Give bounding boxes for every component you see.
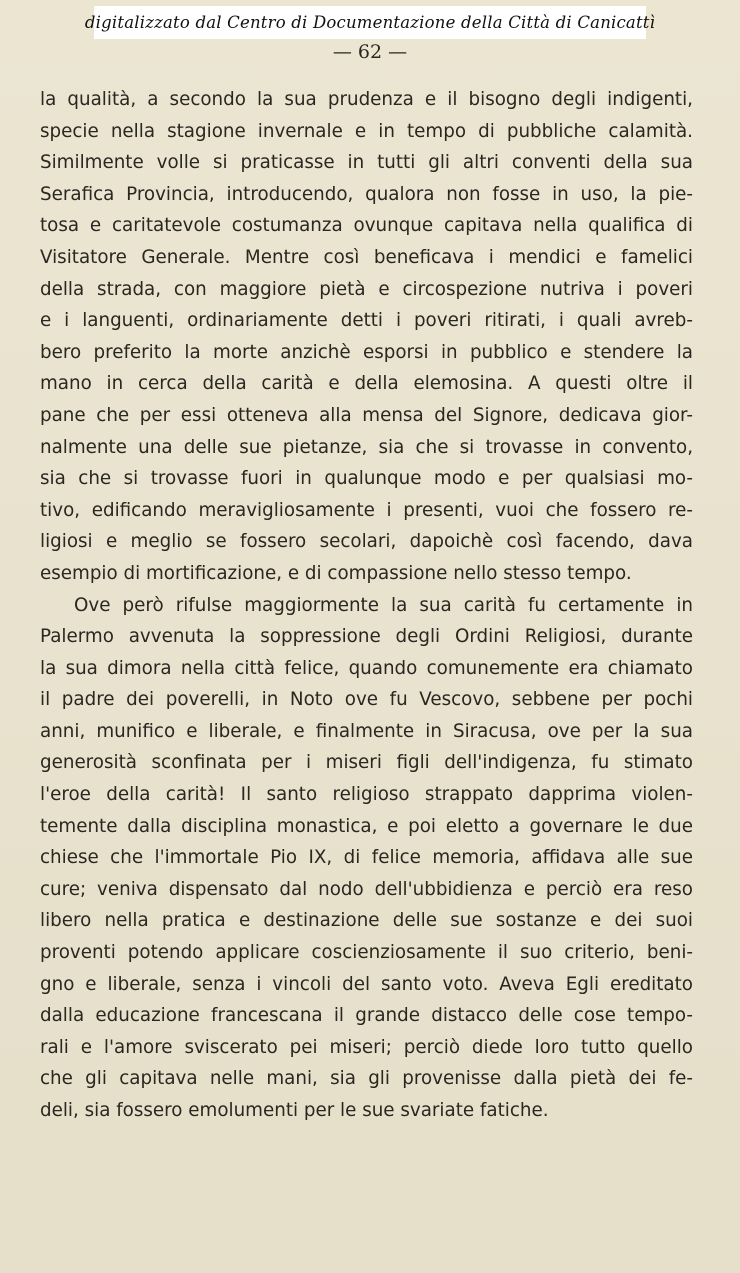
text-line: la sua dimora nella città felice, quando comunemente era chiamato — [40, 657, 693, 679]
text-line: temente dalla disciplina monastica, e poi eletto a governare le due — [40, 815, 693, 837]
text-line: Ove però rifulse maggiormente la sua carità fu certamente in — [74, 594, 693, 616]
text-line: proventi potendo applicare coscienziosamente il suo criterio, beni- — [40, 942, 693, 964]
text-line: pane che per essi otteneva alla mensa del Signore, dedicava gior- — [40, 404, 693, 426]
text-line: sia che si trovasse fuori in qualunque modo e per qualsiasi mo- — [40, 468, 693, 490]
text-line: bero preferito la morte anzichè esporsi in pubblico e stendere la — [40, 341, 693, 363]
text-line: deli, sia fossero emolumenti per le sue svariate fatiche. — [40, 1100, 549, 1121]
text-line: ligiosi e meglio se fossero secolari, dapoichè così facendo, dava — [40, 531, 693, 553]
text-line: gno e liberale, senza i vincoli del santo voto. Aveva Egli ereditato — [40, 973, 693, 995]
text-line: e i languenti, ordinariamente detti i poveri ritirati, i quali avreb- — [40, 310, 693, 332]
text-line: Similmente volle si praticasse in tutti gli altri conventi della sua — [40, 152, 693, 174]
text-line: libero nella pratica e destinazione delle sue sostanze e dei suoi — [40, 910, 693, 932]
text-line: mano in cerca della carità e della elemosina. A questi oltre il — [40, 373, 693, 395]
text-line: rali e l'amore sviscerato pei miseri; perciò diede loro tutto quello — [40, 1036, 693, 1058]
text-line: anni, munifico e liberale, e finalmente in Siracusa, ove per la sua — [40, 720, 693, 742]
text-line: specie nella stagione invernale e in tempo di pubbliche calamità. — [40, 120, 693, 142]
text-line: esempio di mortificazione, e di compassione nello stesso tempo. — [40, 562, 632, 584]
text-line: il padre dei poverelli, in Noto ove fu Vescovo, sebbene per pochi — [40, 689, 693, 711]
text-line: Palermo avvenuta la soppressione degli Ordini Religiosi, durante — [40, 626, 693, 648]
page-number: — 62 — — [332, 41, 408, 63]
text-line: generosità sconfinata per i miseri figli dell'indigenza, fu stimato — [40, 752, 693, 774]
text-line: cure; veniva dispensato dal nodo dell'ubbidienza e perciò era reso — [40, 878, 693, 900]
text-line: tosa e caritatevole costumanza ovunque capitava nella qualifica di — [40, 215, 693, 237]
text-line: che gli capitava nelle mani, sia gli provenisse dalla pietà dei fe- — [40, 1068, 693, 1090]
text-line: dalla educazione francescana il grande distacco delle cose tempo- — [40, 1005, 693, 1027]
text-line: Serafica Provincia, introducendo, qualora non fosse in uso, la pie- — [40, 183, 693, 205]
body-text — [40, 84, 693, 1127]
text-line: nalmente una delle sue pietanze, sia che si trovasse in convento, — [40, 436, 693, 458]
text-line: l'eroe della carità! Il santo religioso strappato dapprima violen- — [40, 784, 693, 806]
text-line: chiese che l'immortale Pio IX, di felice memoria, affidava alle sue — [40, 847, 693, 869]
digitization-watermark: digitalizzato dal Centro di Documentazione della Città di Canicattì — [94, 6, 646, 39]
text-line: la qualità, a secondo la sua prudenza e il bisogno degli indigenti, — [40, 89, 693, 110]
text-line: tivo, edificando meravigliosamente i presenti, vuoi che fossero re- — [40, 499, 693, 521]
text-line: Visitatore Generale. Mentre così beneficava i mendici e famelici — [40, 246, 693, 268]
text-line: della strada, con maggiore pietà e circospezione nutriva i poveri — [40, 278, 693, 300]
